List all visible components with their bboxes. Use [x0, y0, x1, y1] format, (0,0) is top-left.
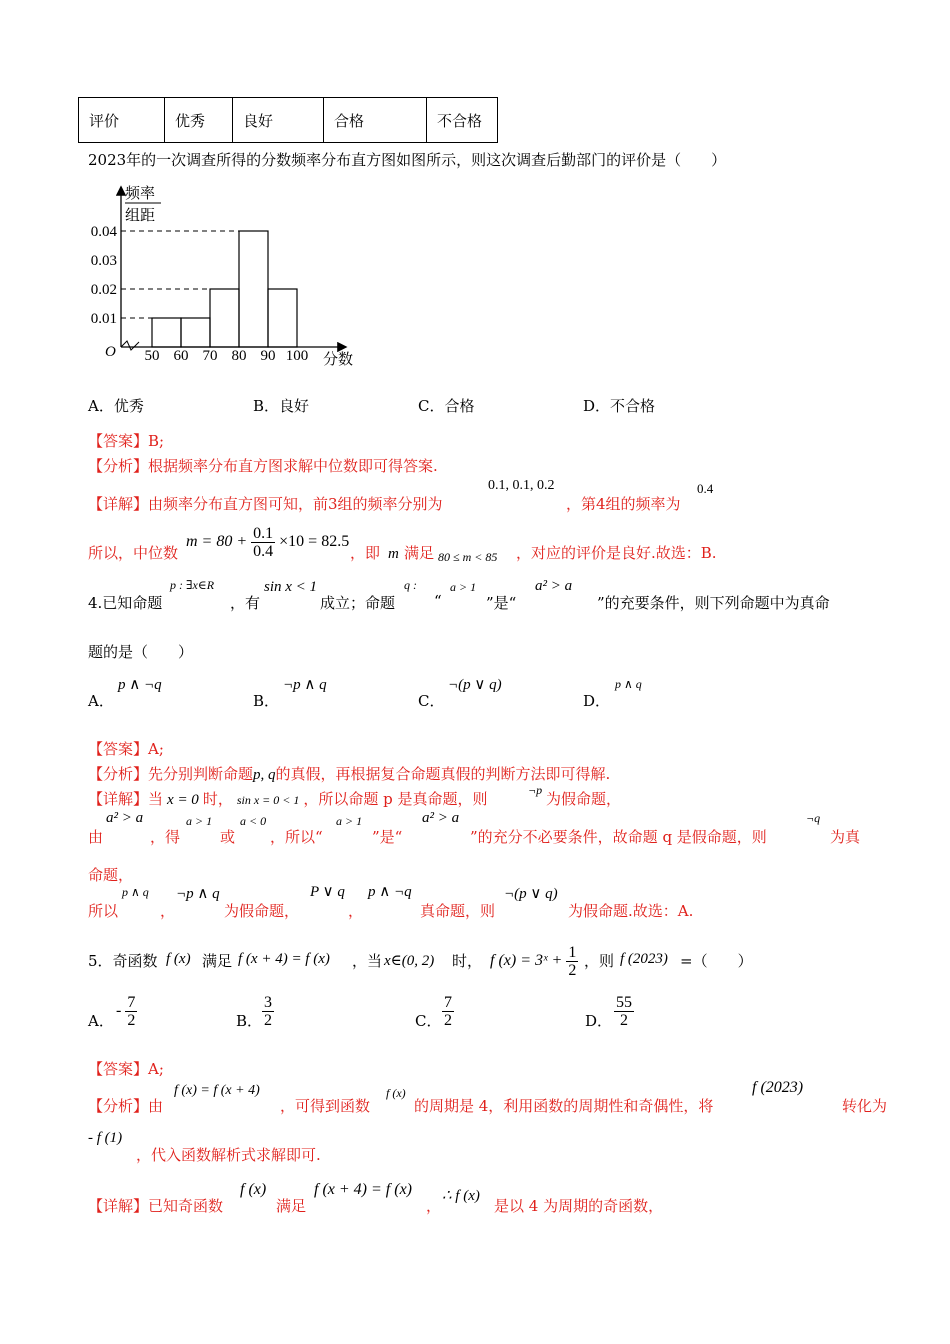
- ylabel-top: 频率: [125, 184, 156, 202]
- q4-line1f: ”的充要条件，则下列命题中为真命: [597, 594, 830, 612]
- q4-detail-line2a: 由: [88, 828, 104, 846]
- q4-p-def: p : ∃x∈R: [170, 578, 215, 592]
- answer-value: A;: [148, 1060, 164, 1078]
- q4-option-b-label: B．: [253, 692, 280, 710]
- q5-option-b-label: B．: [236, 1012, 263, 1030]
- fraction-numerator: 1: [568, 944, 577, 961]
- q5-an7: 转化为: [842, 1097, 888, 1115]
- q3-detail-line2i: ，对应的评价是良好.故选：B.: [516, 544, 717, 562]
- table-cell: 不合格: [427, 98, 498, 143]
- y-tick-label: 0.01: [90, 311, 117, 327]
- median-fraction: [251, 525, 275, 560]
- detail-text: 由频率分布直方图可知，前3组的频率分别为: [148, 495, 443, 513]
- x-tick-label: 70: [202, 348, 218, 364]
- q5-s4: f (x + 4) = f (x): [238, 951, 330, 967]
- q5-an5: 的周期是 4，利用函数的周期性和奇偶性，将: [414, 1097, 714, 1115]
- option-fraction: [442, 994, 454, 1029]
- q5-an3: ，可得到函数: [280, 1097, 371, 1115]
- histogram-bar-2: [181, 318, 210, 347]
- q5-option-c-value: [442, 994, 454, 1029]
- q3-option-d: D．不合格: [583, 397, 656, 415]
- x-tick-label: 60: [173, 348, 189, 364]
- q4-a-gt1-3: a > 1: [336, 814, 363, 828]
- q5-s2: f (x): [166, 951, 191, 967]
- median-result: ×10 = 82.5: [279, 533, 350, 551]
- table-row: [79, 98, 498, 143]
- q4-detail-line1g: 为假命题，: [546, 790, 622, 808]
- q4-not-q: ¬q: [806, 811, 821, 825]
- analysis-text: 的真假，再根据复合命题真假的判断方法即可得解.: [275, 765, 611, 783]
- q4-detail-line4c: ，: [160, 902, 176, 920]
- q3-m-var: m: [388, 546, 399, 562]
- q4-expr-4: p ∧ ¬q: [368, 884, 412, 900]
- q5-option-b-value: [262, 994, 274, 1029]
- q5-dt5: ，: [426, 1197, 442, 1215]
- q4-expr-2: ¬p ∧ q: [176, 886, 220, 902]
- analysis-tag: 【分析】: [88, 457, 149, 475]
- detail-text: 已知奇函数: [148, 1197, 224, 1215]
- q4-sin-cond: sin x < 1: [264, 579, 318, 595]
- analysis-text: 由: [148, 1097, 164, 1115]
- fraction-denominator: 2: [568, 962, 577, 979]
- q5-an9: ，代入函数解析式求解即可.: [136, 1146, 321, 1164]
- q5-analysis-line1: [88, 1095, 163, 1116]
- q5-s7: 时，: [452, 952, 483, 970]
- q5-dt6: ∴ f (x): [442, 1188, 480, 1204]
- answer-tag: 【答案】: [88, 432, 149, 450]
- q4-line1a: 4.已知命题: [88, 594, 163, 612]
- evaluation-table: [78, 97, 498, 143]
- axis-break: [121, 341, 139, 350]
- q4-detail-line4i: 真命题，则: [420, 902, 496, 920]
- q4-a-lt0: a < 0: [240, 814, 267, 828]
- table-cell: 优秀: [165, 98, 233, 143]
- q5-s11: =（ ）: [680, 952, 753, 970]
- q4-option-a-label: A．: [88, 692, 114, 710]
- histogram-chart: [90, 178, 375, 373]
- q3-detail-line2g: 满足: [404, 544, 435, 562]
- q5-option-d-value: [614, 994, 634, 1029]
- q3-stem: 2023年的一次调查所得的分数频率分布直方图如图所示，则这次调查后勤部门的评价是（ ）: [88, 151, 727, 169]
- q5-option-a-label: A．: [88, 1012, 114, 1030]
- q3-detail-line1: [88, 493, 443, 514]
- detail-tag: 【详解】: [88, 495, 149, 513]
- q4-expr-1: p ∧ q: [122, 885, 149, 899]
- detail-math: sin x = 0 < 1: [236, 793, 300, 807]
- q4-detail-line4a: 所以: [88, 902, 119, 920]
- q4-detail-line2i: ”是“: [372, 828, 403, 846]
- q4-option-b-expr: ¬p ∧ q: [283, 677, 327, 693]
- x-tick-label: 50: [144, 348, 160, 364]
- histogram-bar-1: [152, 318, 181, 347]
- q4-line1c: 成立；命题: [320, 594, 396, 612]
- fraction-denominator: 2: [127, 1012, 136, 1029]
- q5-half: [566, 944, 578, 979]
- q5-dt2: f (x): [240, 1181, 267, 1198]
- fraction-numerator: 7: [444, 994, 452, 1011]
- q4-line1b: ，有: [230, 594, 261, 612]
- analysis-text: 先分别判断命题: [148, 765, 254, 783]
- q4-option-d-label: D．: [583, 692, 611, 710]
- ylabel-bottom: 组距: [125, 206, 156, 224]
- origin-label: O: [105, 344, 116, 360]
- q5-s6: x∈(0, 2): [384, 953, 435, 969]
- q4-detail-line4k: 为假命题.故选：A.: [568, 902, 694, 920]
- option-fraction: [614, 994, 634, 1029]
- q3-option-b: B．良好: [253, 397, 310, 415]
- q3-detail-line2a: 所以，中位数: [88, 544, 179, 562]
- q5-dt7: 是以 4 为周期的奇函数，: [494, 1197, 664, 1215]
- q5-detail-line1: [88, 1195, 223, 1216]
- q4-a-gt1: a > 1: [450, 580, 477, 594]
- q4-line1e: ”是“: [486, 594, 517, 612]
- q5-an2: f (x) = f (x + 4): [174, 1083, 260, 1098]
- q4-detail-line3: 命题，: [88, 866, 134, 884]
- q4-line1d: “: [434, 592, 442, 610]
- detail-text: 当: [148, 790, 164, 808]
- option-fraction: [125, 994, 137, 1029]
- q4-option-d-expr: p ∧ q: [615, 677, 642, 691]
- q4-analysis: [88, 763, 610, 784]
- x-tick-label: 100: [285, 348, 309, 364]
- analysis-text: 根据频率分布直方图求解中位数即可得答案.: [148, 457, 438, 475]
- q5-s10: f (2023): [620, 951, 668, 967]
- answer-value: A;: [148, 740, 164, 758]
- q4-a-gt1-2: a > 1: [186, 814, 213, 828]
- q4-expr-3: P ∨ q: [310, 884, 345, 900]
- q4-option-c-expr: ¬(p ∨ q): [448, 677, 502, 693]
- detail-math: x = 0: [167, 792, 199, 808]
- q3-answer: [88, 430, 164, 451]
- detail-tag: 【详解】: [88, 1197, 149, 1215]
- q5-func-expr: f (x) = 3ˣ +: [490, 952, 563, 970]
- fraction-denominator: 2: [264, 1012, 272, 1029]
- q5-option-a-value: [116, 994, 137, 1029]
- q4-detail-line4e: 为假命题，: [224, 902, 300, 920]
- option-sign: -: [116, 1002, 122, 1020]
- fraction-numerator: 3: [264, 994, 272, 1011]
- detail-tag: 【详解】: [88, 790, 149, 808]
- q4-detail-line1: [88, 788, 488, 809]
- q5-dt4: f (x + 4) = f (x): [314, 1181, 412, 1198]
- fraction-denominator: 2: [444, 1012, 452, 1029]
- q4-line2: 题的是（ ）: [88, 643, 194, 661]
- q4-a2-gt-a-3: a² > a: [422, 810, 460, 826]
- analysis-pq: p, q: [253, 767, 276, 783]
- q5-s8: [490, 944, 578, 979]
- y-tick-label: 0.03: [90, 253, 117, 269]
- q4-detail-line2g: ，所以“: [270, 828, 323, 846]
- fraction-denominator: 2: [620, 1012, 628, 1029]
- q4-detail-line4g: ，: [348, 902, 364, 920]
- fraction-denominator: 0.4: [253, 543, 274, 560]
- fraction-numerator: 7: [127, 994, 136, 1011]
- answer-tag: 【答案】: [88, 740, 149, 758]
- q5-s3: 满足: [202, 952, 233, 970]
- q4-option-c-label: C．: [418, 692, 445, 710]
- q5-s9: ，则: [584, 952, 615, 970]
- q4-a2-gt-a: a² > a: [535, 578, 573, 594]
- histogram-bar-4: [239, 231, 268, 347]
- q5-dt3: 满足: [276, 1197, 307, 1215]
- q4-not-p: ¬p: [528, 783, 543, 797]
- q5-an6: f (2023): [752, 1079, 804, 1096]
- q4-a2-gt-a-2: a² > a: [106, 810, 144, 826]
- xlabel: 分数: [323, 350, 354, 368]
- y-tick-label: 0.04: [90, 224, 117, 240]
- q5-answer: [88, 1058, 164, 1079]
- q4-option-a-expr: p ∧ ¬q: [118, 677, 162, 693]
- x-tick-label: 90: [260, 348, 276, 364]
- q4-q-def: q :: [404, 578, 417, 592]
- analysis-tag: 【分析】: [88, 1097, 149, 1115]
- q3-detail-line1b: ，第4组的频率为: [566, 495, 681, 513]
- q3-option-a: A．优秀: [88, 397, 144, 415]
- q4-detail-line2m: 为真: [830, 828, 861, 846]
- table-cell: 良好: [233, 98, 324, 143]
- answer-tag: 【答案】: [88, 1060, 149, 1078]
- q3-freqs: 0.1, 0.1, 0.2: [488, 478, 555, 493]
- detail-text: 时，: [202, 790, 233, 808]
- q4-expr-5: ¬(p ∨ q): [504, 886, 558, 902]
- detail-text: ，所以命题 p 是真命题，则: [303, 790, 488, 808]
- histogram-bar-5: [268, 289, 297, 347]
- answer-value: B;: [148, 432, 165, 450]
- q5-an4: f (x): [386, 1086, 406, 1100]
- q5-option-c-label: C．: [415, 1012, 442, 1030]
- q5-s1: 5．奇函数: [88, 952, 158, 970]
- q3-analysis: [88, 455, 438, 476]
- q4-answer: [88, 738, 164, 759]
- table-cell: 评价: [79, 98, 165, 143]
- q3-range: 80 ≤ m < 85: [438, 550, 498, 564]
- fraction-numerator: 0.1: [253, 525, 274, 542]
- option-fraction: [262, 994, 274, 1029]
- q3-median-formula: [186, 525, 349, 560]
- q5-an8: - f (1): [88, 1130, 123, 1146]
- q5-option-d-label: D．: [585, 1012, 613, 1030]
- q4-detail-line2c: ，得: [150, 828, 181, 846]
- q3-freq4: 0.4: [697, 481, 714, 496]
- fraction-numerator: 55: [616, 994, 632, 1011]
- q5-s5: ，当: [352, 952, 383, 970]
- q3-option-c: C．合格: [418, 397, 475, 415]
- analysis-tag: 【分析】: [88, 765, 149, 783]
- y-tick-label: 0.02: [90, 282, 117, 298]
- median-expr: m = 80 +: [186, 533, 248, 551]
- histogram-bar-3: [210, 289, 239, 347]
- q3-detail-line2e: ，即: [350, 544, 381, 562]
- q4-detail-line2k: ”的充分不必要条件，故命题 q 是假命题，则: [470, 828, 767, 846]
- x-tick-label: 80: [231, 348, 247, 364]
- table-cell: 合格: [324, 98, 427, 143]
- q4-detail-line2e: 或: [220, 828, 236, 846]
